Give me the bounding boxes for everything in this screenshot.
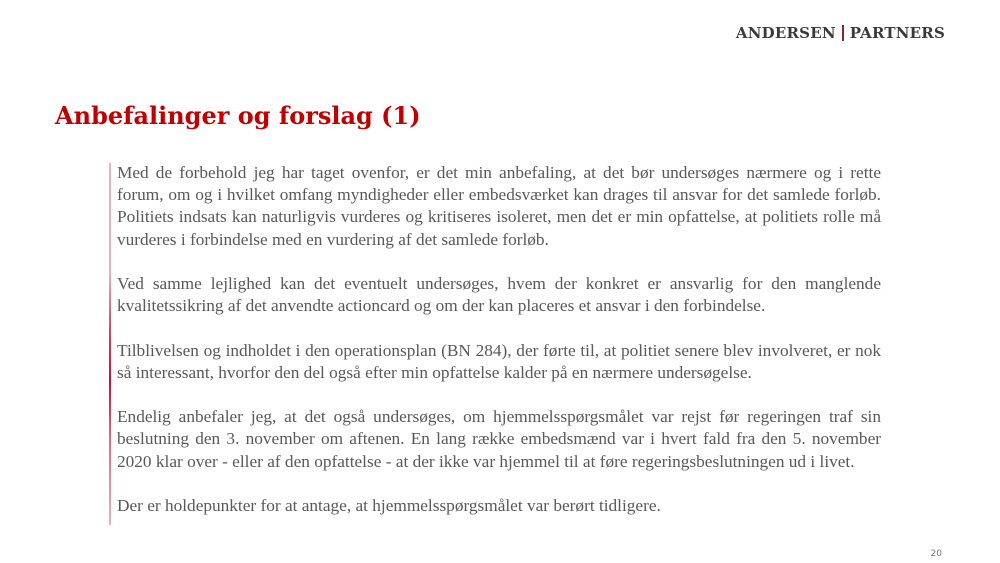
- paragraph: Med de forbehold jeg har taget ovenfor, er det min anbefaling, at det bør undersøges nærmere og i rette forum, om og i hvilket omfang myndigheder eller embedsværket kan drages til ansvar for det samlede forløb. Politiets indsats kan naturligvis vurderes og kritiseres isoleret, men det er min opfattelse, at politiets rolle må vurderes i forbindelse med en vurdering af det samlede forløb.: [117, 163, 881, 249]
- page-number: 20: [930, 549, 942, 559]
- logo-right-text: PARTNERS: [849, 24, 945, 42]
- logo-left-text: ANDERSEN: [735, 24, 836, 42]
- paragraph: Tilblivelsen og indholdet i den operationsplan (BN 284), der førte til, at politiet senere blev involveret, er nok så interessant, hvorfor den del også efter min opfattelse kalder på en nærmere undersøgelse.: [117, 340, 881, 382]
- paragraph: Ved samme lejlighed kan det eventuelt undersøges, hvem der konkret er ansvarlig for den manglende kvalitetssikring af det anvendte actioncard og om der kan placeres et ansvar i den forbindelse.: [117, 274, 881, 316]
- paragraph: Endelig anbefaler jeg, at det også undersøges, om hjemmelsspørgsmålet var rejst før regeringen traf sin beslutning den 3. november om aftenen. En lang række embedsmænd var i hvert fald fra den 5. november 2020 klar over - eller af den opfattelse - at der ikke var hjemmel til at føre regeringsbeslutningen ud i livet.: [117, 407, 881, 471]
- body-text: [117, 162, 881, 539]
- page-title: Anbefalinger og forslag (1): [55, 101, 421, 130]
- paragraph: Der er holdepunkter for at antage, at hjemmelsspørgsmålet var berørt tidligere.: [117, 495, 661, 515]
- accent-bar: [109, 163, 111, 525]
- company-logo: [736, 24, 945, 42]
- logo-separator: [842, 25, 844, 41]
